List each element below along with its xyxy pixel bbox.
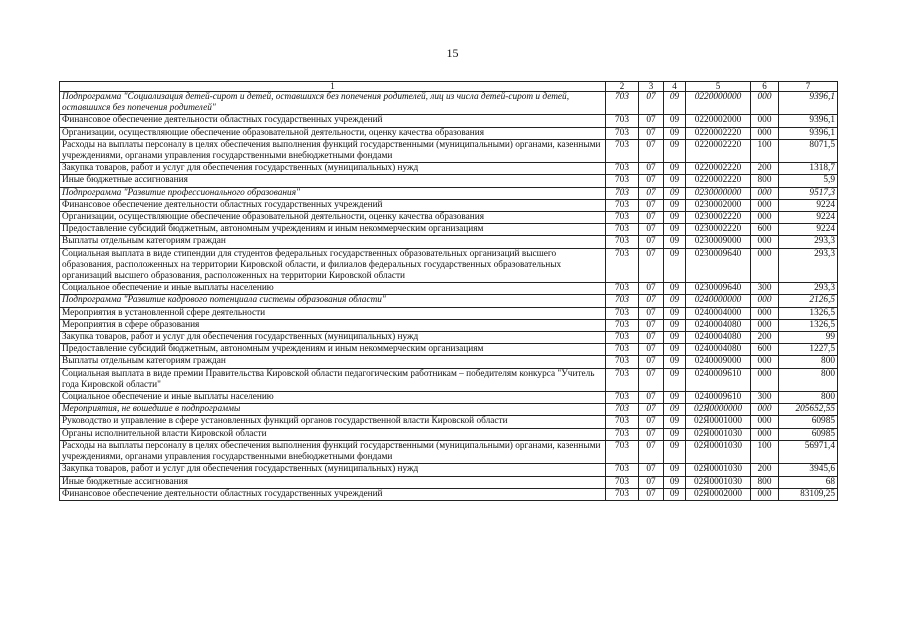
row-section-cell: 07 xyxy=(639,307,664,319)
row-type-cell: 000 xyxy=(751,127,779,139)
row-section-cell: 07 xyxy=(639,356,664,368)
row-subsection-cell: 09 xyxy=(664,344,686,356)
row-amount-cell: 99 xyxy=(779,332,838,344)
row-target-cell: 0230000000 xyxy=(686,187,751,199)
row-section-cell: 07 xyxy=(639,440,664,463)
row-amount-cell: 1326,5 xyxy=(779,307,838,319)
row-amount-cell: 9396,1 xyxy=(779,115,838,127)
row-target-cell: 0220000000 xyxy=(686,92,751,115)
table-row xyxy=(60,92,838,115)
row-section-cell: 07 xyxy=(639,404,664,416)
row-target-cell: 0240000000 xyxy=(686,295,751,307)
row-type-cell: 800 xyxy=(751,476,779,488)
row-name-cell: Предоставление субсидий бюджетным, автономным учреждениям и иным некоммерческим организациям xyxy=(60,224,606,236)
row-section-cell: 07 xyxy=(639,332,664,344)
row-subsection-cell: 09 xyxy=(664,187,686,199)
row-subsection-cell: 09 xyxy=(664,248,686,283)
row-target-cell: 0220002220 xyxy=(686,139,751,162)
row-code-cell: 703 xyxy=(606,127,639,139)
table-row xyxy=(60,319,838,331)
row-type-cell: 000 xyxy=(751,295,779,307)
row-target-cell: 0230002220 xyxy=(686,224,751,236)
table-row xyxy=(60,175,838,187)
row-target-cell: 0230002000 xyxy=(686,199,751,211)
row-amount-cell: 9224 xyxy=(779,199,838,211)
row-type-cell: 000 xyxy=(751,416,779,428)
row-code-cell: 703 xyxy=(606,344,639,356)
row-subsection-cell: 09 xyxy=(664,368,686,391)
row-target-cell: 0230009640 xyxy=(686,248,751,283)
row-code-cell: 703 xyxy=(606,356,639,368)
row-type-cell: 300 xyxy=(751,392,779,404)
row-target-cell: 0240009610 xyxy=(686,368,751,391)
table-row xyxy=(60,356,838,368)
row-section-cell: 07 xyxy=(639,224,664,236)
row-target-cell: 0240004000 xyxy=(686,307,751,319)
row-target-cell: 0220002220 xyxy=(686,163,751,175)
row-name-cell: Иные бюджетные ассигнования xyxy=(60,476,606,488)
row-subsection-cell: 09 xyxy=(664,319,686,331)
row-section-cell: 07 xyxy=(639,476,664,488)
table-row xyxy=(60,488,838,500)
row-subsection-cell: 09 xyxy=(664,332,686,344)
row-name-cell: Органы исполнительной власти Кировской области xyxy=(60,428,606,440)
row-code-cell: 703 xyxy=(606,224,639,236)
table-row xyxy=(60,199,838,211)
row-name-cell: Организации, осуществляющие обеспечение образовательной деятельности, оценку качества образования xyxy=(60,212,606,224)
row-code-cell: 703 xyxy=(606,416,639,428)
row-subsection-cell: 09 xyxy=(664,115,686,127)
row-section-cell: 07 xyxy=(639,392,664,404)
row-subsection-cell: 09 xyxy=(664,476,686,488)
row-code-cell: 703 xyxy=(606,488,639,500)
row-section-cell: 07 xyxy=(639,236,664,248)
row-type-cell: 300 xyxy=(751,283,779,295)
row-amount-cell: 2126,5 xyxy=(779,295,838,307)
row-amount-cell: 800 xyxy=(779,368,838,391)
row-code-cell: 703 xyxy=(606,92,639,115)
row-target-cell: 0220002220 xyxy=(686,175,751,187)
row-type-cell: 000 xyxy=(751,236,779,248)
table-row xyxy=(60,404,838,416)
page-number: 15 xyxy=(446,46,459,60)
row-type-cell: 800 xyxy=(751,175,779,187)
row-target-cell: 0220002220 xyxy=(686,127,751,139)
row-section-cell: 07 xyxy=(639,283,664,295)
row-name-cell: Мероприятия, не вошедшие в подпрограммы xyxy=(60,404,606,416)
table-row xyxy=(60,212,838,224)
row-type-cell: 000 xyxy=(751,199,779,211)
row-type-cell: 000 xyxy=(751,115,779,127)
row-type-cell: 000 xyxy=(751,404,779,416)
row-section-cell: 07 xyxy=(639,416,664,428)
row-subsection-cell: 09 xyxy=(664,139,686,162)
row-name-cell: Предоставление субсидий бюджетным, автономным учреждениям и иным некоммерческим организациям xyxy=(60,344,606,356)
row-section-cell: 07 xyxy=(639,248,664,283)
row-target-cell: 02Я0002000 xyxy=(686,488,751,500)
row-code-cell: 703 xyxy=(606,307,639,319)
row-target-cell: 0240004080 xyxy=(686,344,751,356)
table-row xyxy=(60,307,838,319)
row-name-cell: Руководство и управление в сфере установленных функций органов государственной власти Кировской области xyxy=(60,416,606,428)
row-type-cell: 000 xyxy=(751,319,779,331)
row-amount-cell: 9224 xyxy=(779,224,838,236)
row-section-cell: 07 xyxy=(639,428,664,440)
row-amount-cell: 8071,5 xyxy=(779,139,838,162)
table-row xyxy=(60,392,838,404)
row-subsection-cell: 09 xyxy=(664,428,686,440)
row-type-cell: 000 xyxy=(751,248,779,283)
row-code-cell: 703 xyxy=(606,212,639,224)
row-code-cell: 703 xyxy=(606,428,639,440)
row-amount-cell: 60985 xyxy=(779,416,838,428)
row-subsection-cell: 09 xyxy=(664,307,686,319)
row-section-cell: 07 xyxy=(639,464,664,476)
table-row xyxy=(60,428,838,440)
row-section-cell: 07 xyxy=(639,175,664,187)
row-amount-cell: 9396,1 xyxy=(779,92,838,115)
row-type-cell: 000 xyxy=(751,428,779,440)
row-target-cell: 0230002220 xyxy=(686,212,751,224)
row-code-cell: 703 xyxy=(606,404,639,416)
row-name-cell: Организации, осуществляющие обеспечение образовательной деятельности, оценку качества образования xyxy=(60,127,606,139)
table-row xyxy=(60,139,838,162)
row-name-cell: Подпрограмма "Развитие кадрового потенциала системы образования области" xyxy=(60,295,606,307)
row-code-cell: 703 xyxy=(606,115,639,127)
header-cell: 6 xyxy=(751,82,779,92)
row-code-cell: 703 xyxy=(606,283,639,295)
row-section-cell: 07 xyxy=(639,212,664,224)
row-target-cell: 0220002000 xyxy=(686,115,751,127)
row-code-cell: 703 xyxy=(606,476,639,488)
row-amount-cell: 9517,3 xyxy=(779,187,838,199)
row-subsection-cell: 09 xyxy=(664,295,686,307)
row-type-cell: 600 xyxy=(751,224,779,236)
table-row xyxy=(60,224,838,236)
table-row xyxy=(60,127,838,139)
row-amount-cell: 60985 xyxy=(779,428,838,440)
row-code-cell: 703 xyxy=(606,332,639,344)
row-name-cell: Расходы на выплаты персоналу в целях обеспечения выполнения функций государственными (муниципальными) органами, казенными учреждениями, органами управления государственными внебюджетными фондами xyxy=(60,139,606,162)
row-section-cell: 07 xyxy=(639,295,664,307)
row-target-cell: 0240009610 xyxy=(686,392,751,404)
row-name-cell: Расходы на выплаты персоналу в целях обеспечения выполнения функций государственными (муниципальными) органами, казенными учреждениями, органами управления государственными внебюджетными фондами xyxy=(60,440,606,463)
row-subsection-cell: 09 xyxy=(664,199,686,211)
row-amount-cell: 83109,25 xyxy=(779,488,838,500)
row-code-cell: 703 xyxy=(606,392,639,404)
row-amount-cell: 293,3 xyxy=(779,248,838,283)
header-cell: 3 xyxy=(639,82,664,92)
row-target-cell: 0230009640 xyxy=(686,283,751,295)
row-code-cell: 703 xyxy=(606,319,639,331)
row-type-cell: 200 xyxy=(751,163,779,175)
row-code-cell: 703 xyxy=(606,248,639,283)
row-section-cell: 07 xyxy=(639,368,664,391)
row-code-cell: 703 xyxy=(606,464,639,476)
row-code-cell: 703 xyxy=(606,199,639,211)
table-row xyxy=(60,464,838,476)
row-target-cell: 0240004080 xyxy=(686,332,751,344)
row-name-cell: Выплаты отдельным категориям граждан xyxy=(60,236,606,248)
row-amount-cell: 9224 xyxy=(779,212,838,224)
row-name-cell: Подпрограмма "Развитие профессионального образования" xyxy=(60,187,606,199)
row-subsection-cell: 09 xyxy=(664,175,686,187)
header-cell: 7 xyxy=(779,82,838,92)
row-amount-cell: 1318,7 xyxy=(779,163,838,175)
row-subsection-cell: 09 xyxy=(664,163,686,175)
row-section-cell: 07 xyxy=(639,319,664,331)
row-subsection-cell: 09 xyxy=(664,404,686,416)
row-amount-cell: 9396,1 xyxy=(779,127,838,139)
row-name-cell: Подпрограмма "Социализация детей-сирот и детей, оставшихся без попечения родителей, лиц из числа детей-сирот и детей, оставшихся без попечения родителей" xyxy=(60,92,606,115)
row-section-cell: 07 xyxy=(639,163,664,175)
row-target-cell: 02Я0001030 xyxy=(686,440,751,463)
row-code-cell: 703 xyxy=(606,175,639,187)
row-target-cell: 0230009000 xyxy=(686,236,751,248)
row-subsection-cell: 09 xyxy=(664,392,686,404)
budget-table xyxy=(59,81,838,501)
row-section-cell: 07 xyxy=(639,488,664,500)
row-amount-cell: 5,9 xyxy=(779,175,838,187)
row-name-cell: Социальное обеспечение и иные выплаты населению xyxy=(60,283,606,295)
table-row xyxy=(60,344,838,356)
row-type-cell: 000 xyxy=(751,92,779,115)
row-section-cell: 07 xyxy=(639,127,664,139)
header-cell: 5 xyxy=(686,82,751,92)
row-amount-cell: 205652,55 xyxy=(779,404,838,416)
table-row xyxy=(60,187,838,199)
row-subsection-cell: 09 xyxy=(664,464,686,476)
row-type-cell: 000 xyxy=(751,488,779,500)
row-code-cell: 703 xyxy=(606,139,639,162)
row-subsection-cell: 09 xyxy=(664,488,686,500)
row-target-cell: 02Я0001030 xyxy=(686,428,751,440)
row-amount-cell: 56971,4 xyxy=(779,440,838,463)
row-code-cell: 703 xyxy=(606,163,639,175)
row-amount-cell: 68 xyxy=(779,476,838,488)
row-type-cell: 200 xyxy=(751,464,779,476)
table-row xyxy=(60,295,838,307)
row-section-cell: 07 xyxy=(639,115,664,127)
row-subsection-cell: 09 xyxy=(664,224,686,236)
table-row xyxy=(60,416,838,428)
row-type-cell: 000 xyxy=(751,368,779,391)
row-target-cell: 02Я0000000 xyxy=(686,404,751,416)
row-section-cell: 07 xyxy=(639,92,664,115)
row-name-cell: Финансовое обеспечение деятельности областных государственных учреждений xyxy=(60,488,606,500)
row-amount-cell: 1326,5 xyxy=(779,319,838,331)
row-amount-cell: 293,3 xyxy=(779,236,838,248)
row-code-cell: 703 xyxy=(606,368,639,391)
row-amount-cell: 800 xyxy=(779,392,838,404)
row-section-cell: 07 xyxy=(639,187,664,199)
row-type-cell: 000 xyxy=(751,212,779,224)
table-row xyxy=(60,476,838,488)
row-name-cell: Закупка товаров, работ и услуг для обеспечения государственных (муниципальных) нужд xyxy=(60,163,606,175)
row-type-cell: 200 xyxy=(751,332,779,344)
table-row xyxy=(60,236,838,248)
row-type-cell: 100 xyxy=(751,440,779,463)
row-type-cell: 000 xyxy=(751,356,779,368)
row-type-cell: 000 xyxy=(751,187,779,199)
row-type-cell: 000 xyxy=(751,307,779,319)
row-code-cell: 703 xyxy=(606,236,639,248)
row-amount-cell: 1227,5 xyxy=(779,344,838,356)
row-name-cell: Мероприятия в сфере образования xyxy=(60,319,606,331)
row-name-cell: Финансовое обеспечение деятельности областных государственных учреждений xyxy=(60,199,606,211)
row-name-cell: Социальная выплата в виде стипендии для студентов федеральных государственных образовательных организаций высшего образования, расположенных на территории Кировской области, и филиалов федеральных государственных образовательных организаций высшего образования, расположенных на территории Кировской области xyxy=(60,248,606,283)
row-subsection-cell: 09 xyxy=(664,283,686,295)
table-row xyxy=(60,368,838,391)
row-name-cell: Иные бюджетные ассигнования xyxy=(60,175,606,187)
row-code-cell: 703 xyxy=(606,187,639,199)
row-name-cell: Закупка товаров, работ и услуг для обеспечения государственных (муниципальных) нужд xyxy=(60,332,606,344)
row-code-cell: 703 xyxy=(606,440,639,463)
row-section-cell: 07 xyxy=(639,344,664,356)
row-name-cell: Финансовое обеспечение деятельности областных государственных учреждений xyxy=(60,115,606,127)
table-row xyxy=(60,332,838,344)
header-cell: 1 xyxy=(60,82,606,92)
row-name-cell: Социальная выплата в виде премии Правительства Кировской области педагогическим работникам – победителям конкурса "Учитель года Кировской области" xyxy=(60,368,606,391)
row-section-cell: 07 xyxy=(639,199,664,211)
table-row xyxy=(60,115,838,127)
row-name-cell: Мероприятия в установленной сфере деятельности xyxy=(60,307,606,319)
row-amount-cell: 293,3 xyxy=(779,283,838,295)
header-cell: 4 xyxy=(664,82,686,92)
row-name-cell: Выплаты отдельным категориям граждан xyxy=(60,356,606,368)
table-row xyxy=(60,248,838,283)
row-name-cell: Социальное обеспечение и иные выплаты населению xyxy=(60,392,606,404)
row-target-cell: 02Я0001030 xyxy=(686,476,751,488)
table-row xyxy=(60,283,838,295)
row-code-cell: 703 xyxy=(606,295,639,307)
row-type-cell: 600 xyxy=(751,344,779,356)
row-subsection-cell: 09 xyxy=(664,212,686,224)
header-cell: 2 xyxy=(606,82,639,92)
row-amount-cell: 3945,6 xyxy=(779,464,838,476)
row-subsection-cell: 09 xyxy=(664,416,686,428)
row-subsection-cell: 09 xyxy=(664,440,686,463)
row-amount-cell: 800 xyxy=(779,356,838,368)
row-target-cell: 0240004080 xyxy=(686,319,751,331)
row-name-cell: Закупка товаров, работ и услуг для обеспечения государственных (муниципальных) нужд xyxy=(60,464,606,476)
row-subsection-cell: 09 xyxy=(664,356,686,368)
table-header-row xyxy=(60,82,838,92)
row-target-cell: 02Я0001030 xyxy=(686,464,751,476)
table-row xyxy=(60,440,838,463)
row-subsection-cell: 09 xyxy=(664,92,686,115)
row-section-cell: 07 xyxy=(639,139,664,162)
row-type-cell: 100 xyxy=(751,139,779,162)
row-subsection-cell: 09 xyxy=(664,236,686,248)
table-row xyxy=(60,163,838,175)
row-target-cell: 0240009000 xyxy=(686,356,751,368)
row-target-cell: 02Я0001000 xyxy=(686,416,751,428)
row-subsection-cell: 09 xyxy=(664,127,686,139)
